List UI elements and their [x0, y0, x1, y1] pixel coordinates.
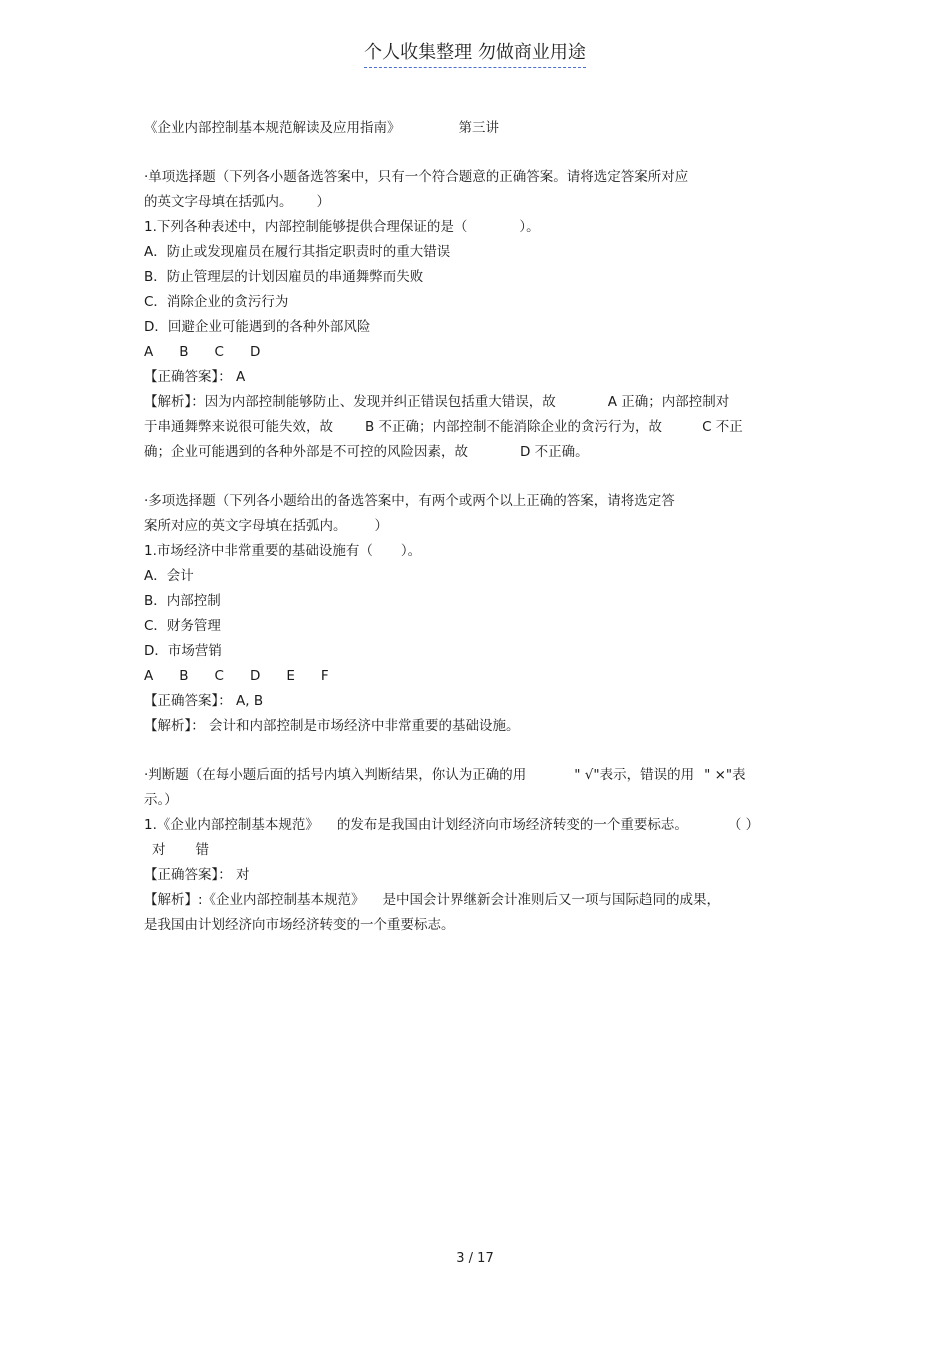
header-text: 个人收集整理 勿做商业用途 [364, 38, 586, 68]
analysis-text: 是我国由计划经济向市场经济转变的一个重要标志。 [144, 917, 455, 933]
option-item: B．内部控制 [144, 593, 221, 609]
choice-row [144, 664, 810, 689]
section-heading: ·判断题（在每小题后面的括号内填入判断结果，你认为正确的用 " √"表示，错误的用 " ×"表 [144, 767, 746, 783]
analysis-text: 于串通舞弊来说很可能失效，故 B 不正确；内部控制不能消除企业的贪污行为，故 C 不正 [144, 419, 743, 435]
true-false-section [144, 763, 810, 938]
choice-letter: D [249, 344, 261, 360]
lecture-label: 第三讲 [458, 120, 499, 136]
choice-letter: E [286, 668, 295, 684]
question-text: 1.市场经济中非常重要的基础设施有（ ）。 [144, 543, 422, 559]
correct-answer: 【正确答案】： A, B [144, 693, 264, 709]
section-heading-cont: 案所对应的英文字母填在括弧内。 ） [144, 518, 388, 534]
page-number: 3 / 17 [456, 1251, 494, 1266]
option-item: B．防止管理层的计划因雇员的串通舞弊而失败 [144, 269, 424, 285]
analysis-text: 【解析】:《企业内部控制基本规范》 是中国会计界继新会计准则后又一项与国际趋同的成果， [144, 892, 721, 908]
correct-answer: 【正确答案】： 对 [144, 867, 250, 883]
option-item: D．回避企业可能遇到的各种外部风险 [144, 319, 371, 335]
correct-answer: 【正确答案】： A [144, 369, 246, 385]
choice-row [144, 340, 810, 365]
multiple-choice-section [144, 489, 810, 739]
section-heading: ·单项选择题（下列各小题备选答案中，只有一个符合题意的正确答案。请将选定答案所对应 [144, 169, 689, 185]
question-text: 1.下列各种表述中，内部控制能够提供合理保证的是（ ）。 [144, 219, 540, 235]
choice-row [144, 838, 810, 863]
option-item: C．消除企业的贪污行为 [144, 294, 289, 310]
section-heading-cont: 的英文字母填在括弧内。 ） [144, 194, 330, 210]
choice-letter: B [179, 344, 189, 360]
analysis-text: 确；企业可能遇到的各种外部是不可控的风险因素，故 D 不正确。 [144, 444, 589, 460]
option-item: A．会计 [144, 568, 194, 584]
choice-letter: D [249, 668, 261, 684]
option-item: D．市场营销 [144, 643, 222, 659]
analysis-text: 【解析】：因为内部控制能够防止、发现并纠正错误包括重大错误，故 A 正确；内部控制对 [144, 394, 730, 410]
choice-letter: F [320, 668, 329, 684]
single-choice-section [144, 165, 810, 465]
choice-false: 错 [195, 842, 209, 858]
option-item: C．财务管理 [144, 618, 221, 634]
section-heading: ·多项选择题（下列各小题给出的备选答案中，有两个或两个以上正确的答案，请将选定答 [144, 493, 675, 509]
option-item: A．防止或发现雇员在履行其指定职责时的重大错误 [144, 244, 451, 260]
choice-letter: A [144, 668, 154, 684]
choice-true: 对 [152, 842, 166, 858]
doc-title: 《企业内部控制基本规范解读及应用指南》 [144, 120, 401, 136]
section-heading-cont: 示。） [144, 792, 178, 808]
analysis-text: 【解析】： 会计和内部控制是市场经济中非常重要的基础设施。 [144, 718, 520, 734]
choice-letter: B [179, 668, 189, 684]
choice-letter: C [214, 668, 224, 684]
choice-letter: A [144, 344, 154, 360]
page-header [0, 38, 950, 68]
doc-title-line [144, 116, 810, 141]
document-body [144, 116, 810, 938]
choice-letter: C [214, 344, 224, 360]
question-text: 1.《企业内部控制基本规范》 的发布是我国由计划经济向市场经济转变的一个重要标志。 （ ） [144, 817, 760, 833]
